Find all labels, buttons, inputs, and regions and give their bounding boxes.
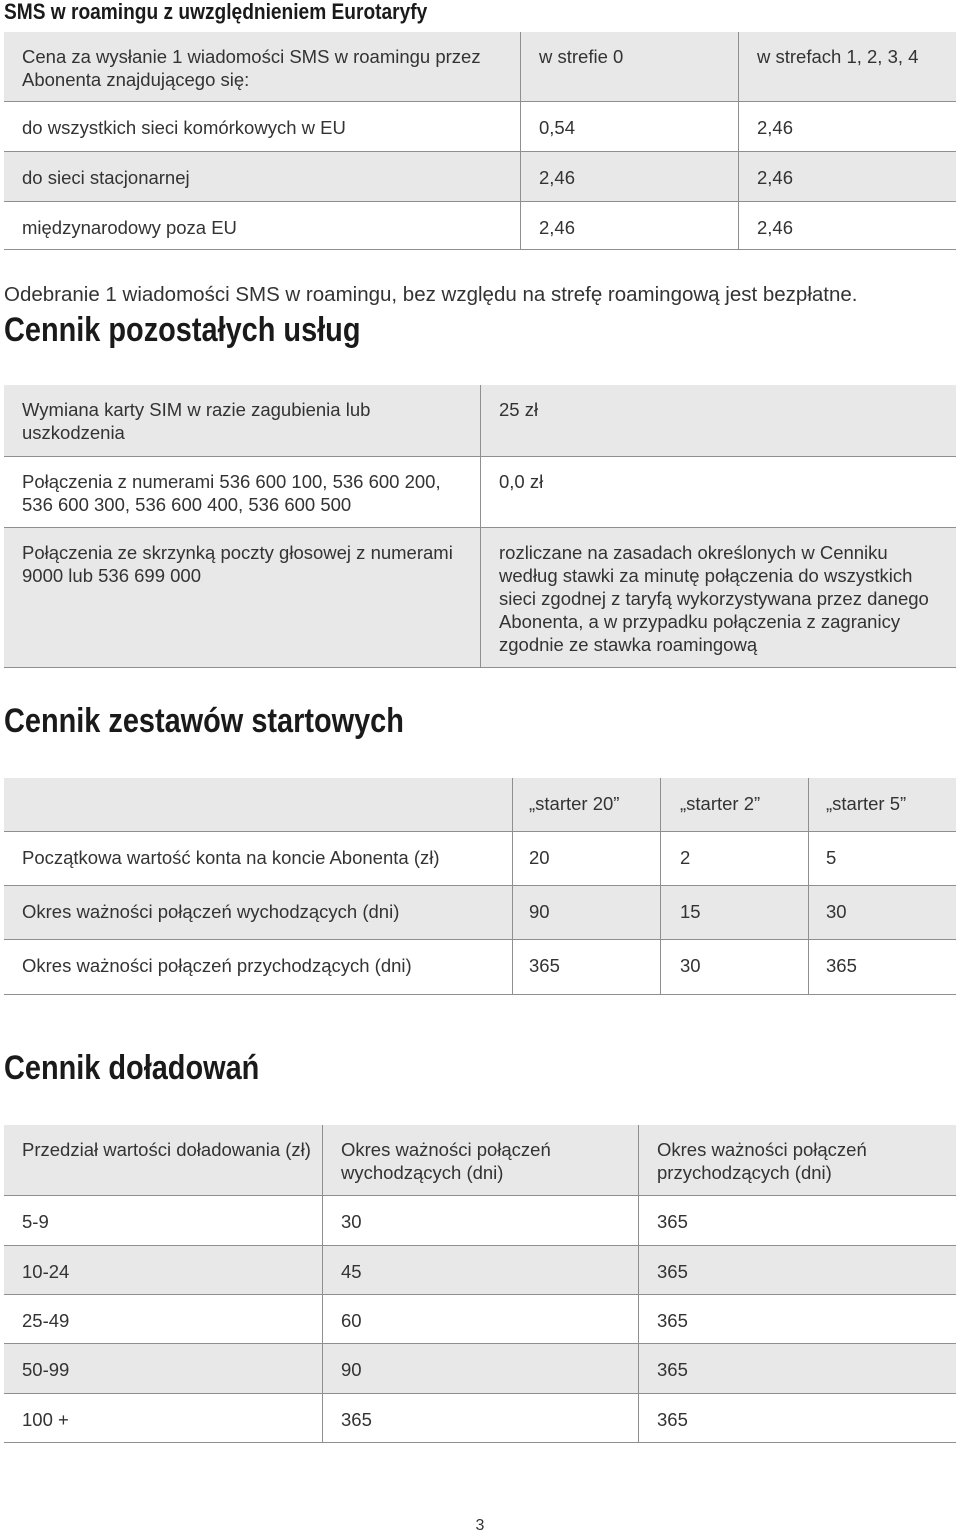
incoming-days-cell: 365	[638, 1246, 956, 1294]
header-cell-starter-5: „starter 5”	[808, 778, 956, 831]
table-row	[4, 1295, 956, 1344]
service-name-cell: Połączenia ze skrzynką poczty głosowej z numerami 9000 lub 536 699 000	[22, 542, 453, 586]
starter-5-value-cell: 30	[808, 886, 956, 939]
other-services-title-text: Cennik pozostałych usług	[4, 311, 361, 349]
table-row	[4, 1394, 956, 1443]
table-header-row	[4, 32, 956, 102]
row-label-cell: do wszystkich sieci komórkowych w EU	[22, 117, 346, 138]
starter-kits-table	[4, 778, 956, 995]
top-up-range-cell: 25-49	[22, 1310, 70, 1331]
row-label-cell: Okres ważności połączeń przychodzących (dni)	[22, 955, 412, 976]
row-label-cell: Okres ważności połączeń wychodzących (dni)	[22, 901, 400, 922]
top-ups-table	[4, 1125, 956, 1443]
header-cell-zones-1-4: w strefach 1, 2, 3, 4	[738, 32, 956, 101]
starter-kits-title-text: Cennik zestawów startowych	[4, 702, 404, 740]
zones-1-4-price-cell: 2,46	[738, 202, 956, 249]
starter-20-value-cell: 20	[512, 832, 660, 885]
starter-20-value-cell: 90	[512, 886, 660, 939]
outgoing-days-cell: 90	[322, 1344, 638, 1393]
outgoing-days-cell: 60	[322, 1295, 638, 1343]
zone-0-price-cell: 2,46	[520, 202, 738, 249]
top-up-range-cell: 5-9	[22, 1211, 49, 1232]
table-row	[4, 457, 956, 528]
starter-20-value-cell: 365	[512, 940, 660, 994]
table-header-row	[4, 778, 956, 832]
table-row	[4, 528, 956, 668]
starter-kits-title	[4, 701, 474, 741]
incoming-days-cell: 365	[638, 1295, 956, 1343]
service-name-cell: Połączenia z numerami 536 600 100, 536 600 200, 536 600 300, 536 600 400, 536 600 500	[22, 471, 441, 515]
zone-0-price-cell: 0,54	[520, 102, 738, 151]
outgoing-days-cell: 30	[322, 1196, 638, 1245]
header-cell-outgoing-validity: Okres ważności połączeń wychodzących (dni)	[322, 1125, 638, 1195]
starter-5-value-cell: 5	[808, 832, 956, 885]
header-cell-starter-2: „starter 2”	[660, 778, 808, 831]
header-cell-price-label: Cena za wysłanie 1 wiadomości SMS w roamingu przez Abonenta znajdującego się:	[22, 46, 481, 90]
row-label-cell: Początkowa wartość konta na koncie Abonenta (zł)	[22, 847, 440, 868]
zones-1-4-price-cell: 2,46	[738, 102, 956, 151]
table-row	[4, 152, 956, 202]
incoming-days-cell: 365	[638, 1196, 956, 1245]
header-cell-zone-0: w strefie 0	[520, 32, 738, 101]
other-services-table	[4, 385, 956, 668]
sms-receive-note: Odebranie 1 wiadomości SMS w roamingu, bez względu na strefę roamingową jest bezpłatne.	[4, 283, 858, 306]
top-up-range-cell: 100 +	[22, 1409, 69, 1430]
zones-1-4-price-cell: 2,46	[738, 152, 956, 201]
starter-2-value-cell: 15	[660, 886, 808, 939]
table-row	[4, 886, 956, 940]
header-cell-incoming-validity: Okres ważności połączeń przychodzących (dni)	[638, 1125, 956, 1195]
table-row	[4, 940, 956, 995]
top-up-range-cell: 10-24	[22, 1261, 70, 1282]
starter-2-value-cell: 2	[660, 832, 808, 885]
outgoing-days-cell: 365	[322, 1394, 638, 1442]
header-cell-starter-20: „starter 20”	[512, 778, 660, 831]
starter-2-value-cell: 30	[660, 940, 808, 994]
table-row	[4, 1196, 956, 1246]
table-row	[4, 385, 956, 457]
other-services-title	[4, 310, 423, 350]
table-header-row	[4, 1125, 956, 1196]
page-number: 3	[475, 1517, 485, 1534]
zone-0-price-cell: 2,46	[520, 152, 738, 201]
top-ups-title	[4, 1048, 304, 1088]
table-row	[4, 1344, 956, 1394]
table-row	[4, 202, 956, 250]
sms-roaming-title-text: SMS w roamingu z uwzględnieniem Eurotaryfy	[4, 0, 428, 24]
sms-roaming-title	[4, 0, 491, 24]
row-label-cell: do sieci stacjonarnej	[22, 167, 190, 188]
row-label-cell: międzynarodowy poza EU	[22, 217, 237, 238]
incoming-days-cell: 365	[638, 1344, 956, 1393]
service-price-cell: 0,0 zł	[480, 457, 956, 527]
starter-5-value-cell: 365	[808, 940, 956, 994]
top-up-range-cell: 50-99	[22, 1359, 70, 1380]
header-cell-empty	[4, 778, 512, 831]
outgoing-days-cell: 45	[322, 1246, 638, 1294]
table-row	[4, 832, 956, 886]
sms-roaming-table	[4, 32, 956, 250]
incoming-days-cell: 365	[638, 1394, 956, 1442]
service-price-cell: rozliczane na zasadach określonych w Cenniku według stawki za minutę połączenia do wszystkich sieci zgodnej z taryfą wykorzystywana przez danego Abonenta, a w przypadku połączenia z zagranicy zgodnie ze stawka roamingową	[480, 528, 956, 667]
service-price-cell: 25 zł	[480, 385, 956, 456]
service-name-cell: Wymiana karty SIM w razie zagubienia lub uszkodzenia	[22, 399, 371, 443]
top-ups-title-text: Cennik doładowań	[4, 1049, 260, 1087]
table-row	[4, 102, 956, 152]
header-cell-top-up-range: Przedział wartości doładowania (zł)	[22, 1139, 311, 1160]
table-row	[4, 1246, 956, 1295]
